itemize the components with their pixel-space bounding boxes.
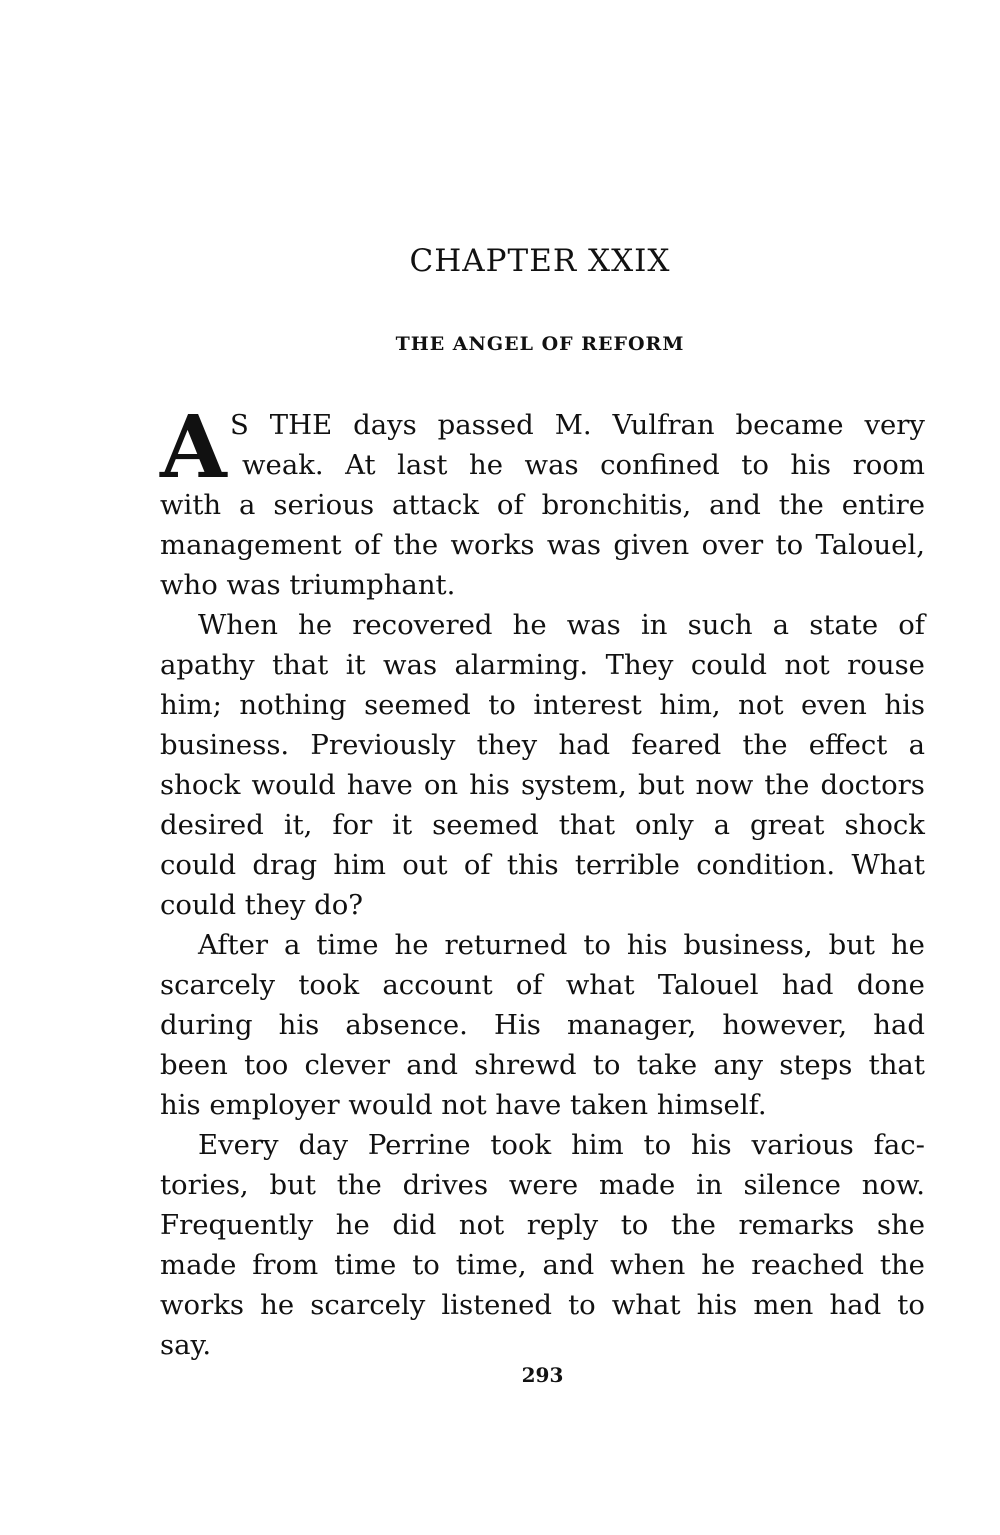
text-line: with a serious attack of bronchitis, and the entire [160, 489, 925, 521]
chapter-heading: CHAPTER XXIX [409, 243, 671, 279]
text-line: shock would have on his system, but now the doctors [160, 769, 925, 801]
text-line: who was triumphant. [160, 569, 456, 601]
text-line: could drag him out of this terrible condition. What [160, 849, 925, 881]
text-line: him; nothing seemed to interest him, not even his [160, 689, 925, 721]
text-line: during his absence. His manager, however, had [160, 1009, 925, 1041]
text-line: say. [160, 1329, 212, 1361]
text-line: made from time to time, and when he reached the [160, 1249, 925, 1281]
text-line: tories, but the drives were made in silence now. [160, 1169, 925, 1201]
text-line: his employer would not have taken himself. [160, 1089, 767, 1121]
text-line: Every day Perrine took him to his various fac- [198, 1129, 925, 1161]
drop-cap: A [160, 397, 227, 498]
text-line: After a time he returned to his business, but he [198, 929, 925, 961]
body-text [160, 397, 925, 1365]
text-line: works he scarcely listened to what his men had to [160, 1289, 925, 1321]
text-line: business. Previously they had feared the effect a [160, 729, 925, 761]
text-line: Frequently he did not reply to the remarks she [160, 1209, 925, 1241]
page-number: 293 [521, 1363, 564, 1387]
text-line: S THE days passed M. Vulfran became very [230, 409, 925, 441]
chapter-title: THE ANGEL OF REFORM [395, 333, 685, 355]
text-line: scarcely took account of what Talouel had done [160, 969, 925, 1001]
text-line: could they do? [160, 889, 364, 921]
text-line: When he recovered he was in such a state of [198, 609, 925, 641]
text-line: apathy that it was alarming. They could not rouse [160, 649, 925, 681]
text-line: weak. At last he was confined to his room [242, 449, 925, 481]
text-line: management of the works was given over to Talouel, [160, 529, 925, 561]
text-line: been too clever and shrewd to take any steps that [160, 1049, 925, 1081]
text-line: desired it, for it seemed that only a great shock [160, 809, 925, 841]
